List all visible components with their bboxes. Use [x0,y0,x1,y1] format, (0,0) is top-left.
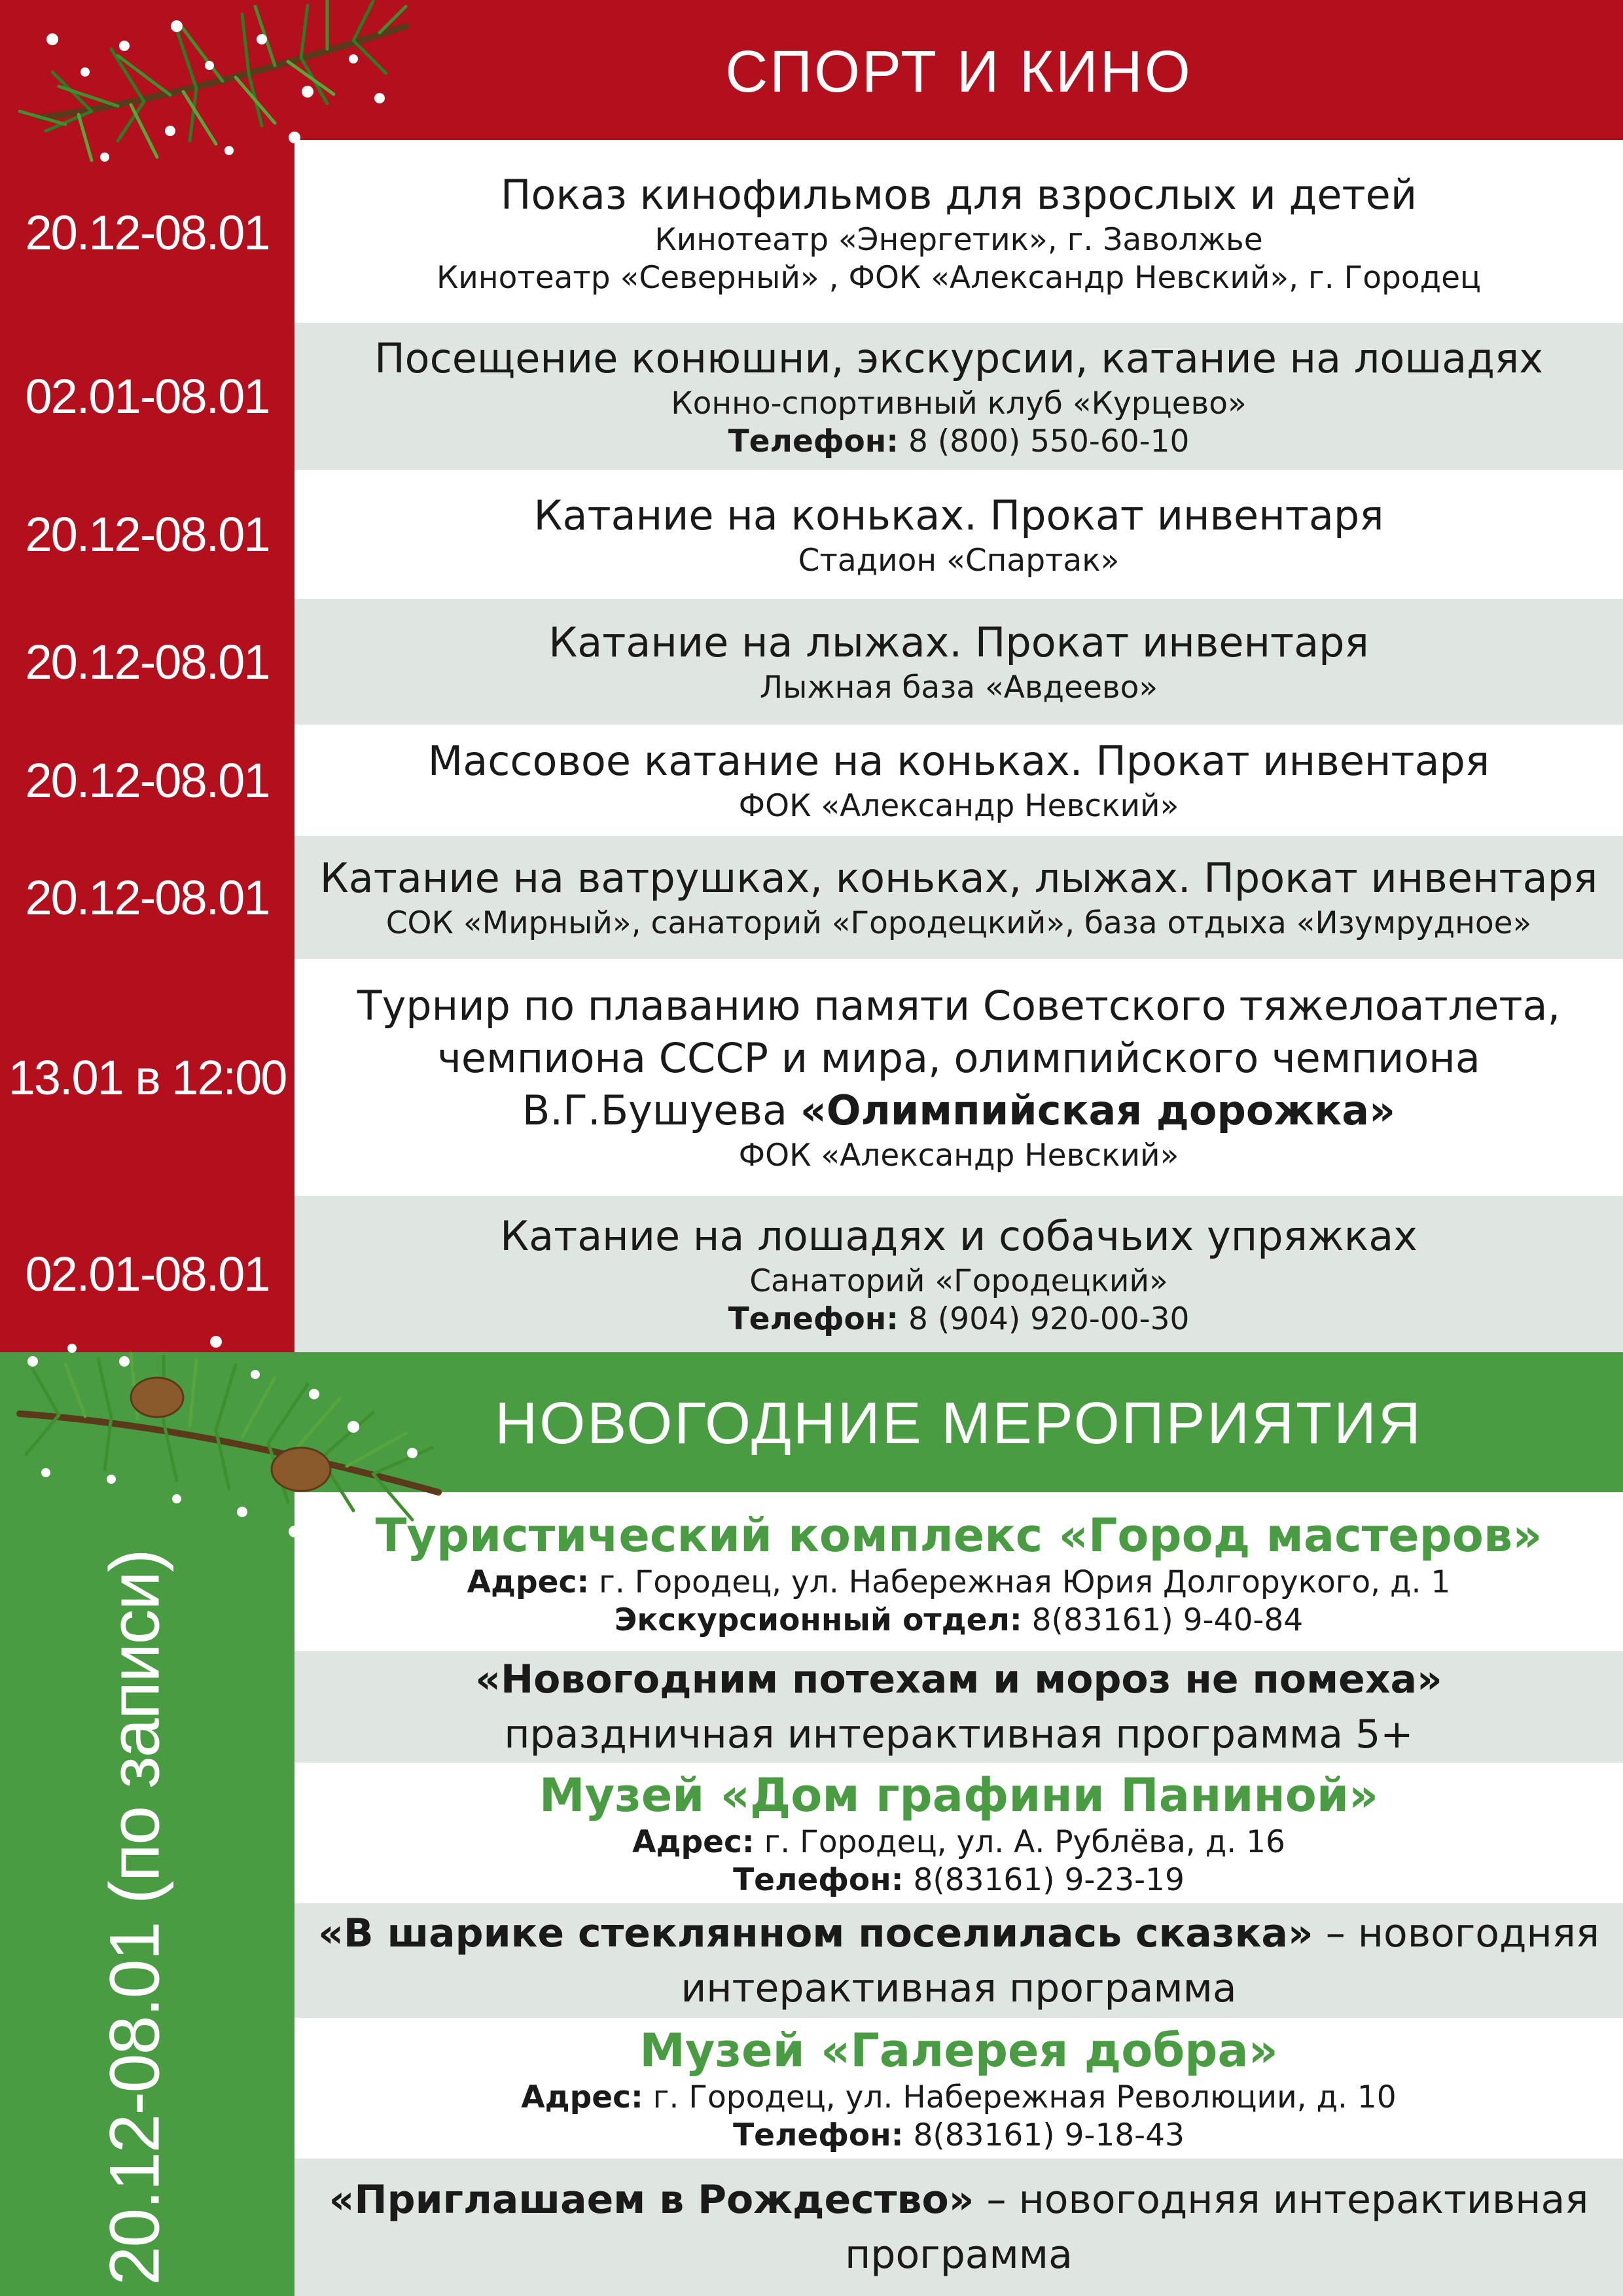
event-venue: Кинотеатр «Энергетик», г. Заволжье [654,221,1263,258]
event-title: Посещение конюшни, экскурсии, катание на лошадях [374,334,1543,382]
program-description: программа [845,2232,1073,2278]
phone-label: Телефон: [728,1300,899,1337]
program-description: – новогодняя интерактивная [974,2177,1589,2223]
event-row [294,143,1623,323]
venue-block [294,1496,1623,1651]
phone-value: 8 (904) 920-00-30 [908,1300,1190,1337]
event-date: 20.12-08.01 [25,870,270,925]
event-venue: Кинотеатр «Северный» , ФОК «Александр Невский», г. Городец [436,259,1482,296]
sport-section-title: СПОРТ И КИНО [725,39,1192,105]
event-row [294,725,1623,836]
event-date: 02.01-08.01 [25,1247,270,1301]
venue-address: г. Городец, ул. А. Рублёва, д. 16 [764,1823,1285,1860]
program-block [294,1651,1623,1763]
event-venue: Лыжная база «Авдеево» [759,670,1158,706]
event-title: Катание на ватрушках, коньках, лыжах. Прокат инвентаря [319,854,1598,902]
event-title: Катание на лошадях и собачьих упряжках [500,1211,1418,1260]
event-venue: Стадион «Спартак» [798,542,1120,579]
event-date: 20.12-08.01 [25,634,270,689]
event-row [294,1196,1623,1352]
event-venue: Санаторий «Городецкий» [749,1263,1168,1299]
event-venue: СОК «Мирный», санаторий «Городецкий», база отдыха «Изумрудное» [385,905,1532,941]
venue-phone: 8(83161) 9-23-19 [913,1861,1185,1898]
event-title: Турнир по плаванию памяти Советского тяжелоатлета, [357,982,1561,1030]
newyear-vertical-date [72,1550,196,2286]
event-row [294,599,1623,725]
event-title: Катание на коньках. Прокат инвентаря [533,491,1384,539]
event-row [294,959,1623,1196]
newyear-section-title: НОВОГОДНИЕ МЕРОПРИЯТИЯ [495,1391,1423,1456]
address-label: Адрес: [467,1564,590,1600]
event-venue: ФОК «Александр Невский» [738,788,1179,824]
venue-address: г. Городец, ул. Набережная Юрия Долгорукого, д. 1 [599,1564,1451,1600]
program-description: праздничная интерактивная программа 5+ [504,1712,1414,1757]
event-title [522,1085,1395,1137]
event-date: 02.01-08.01 [25,369,270,423]
event-venue: Конно-спортивный клуб «Курцево» [671,385,1247,422]
phone-label: Телефон: [728,423,899,459]
venue-phone: 8(83161) 9-40-84 [1031,1602,1304,1638]
venue-name: Музей «Дом графини Паниной» [539,1768,1379,1822]
event-phone [728,423,1190,461]
program-description: интерактивная программа [681,1965,1237,2011]
event-title: чемпиона СССР и мира, олимпийского чемпиона [437,1034,1480,1082]
vertical-date-text: 20.12-08.01 (по записи) [94,1550,174,2286]
event-row [294,836,1623,959]
program-description: – новогодняя [1313,1910,1599,1956]
address-label: Адрес: [632,1823,755,1860]
event-phone [728,1300,1190,1338]
event-title-bold: «Олимпийская дорожка» [800,1086,1396,1134]
event-title: Массовое катание на коньках. Прокат инвентаря [427,737,1490,785]
event-venue: ФОК «Александр Невский» [738,1138,1179,1174]
program-block [294,1903,1623,2018]
event-row [294,470,1623,599]
contact-label: Телефон: [733,1861,904,1898]
venue-address: г. Городец, ул. Набережная Революции, д. 10 [652,2079,1397,2115]
event-row [294,323,1623,470]
venue-block [294,1763,1623,1903]
program-title: «В шарике стеклянном поселилась сказка» [318,1910,1313,1956]
venue-phone: 8(83161) 9-18-43 [913,2117,1185,2153]
program-title: «Приглашаем в Рождество» [329,2177,974,2223]
event-date: 13.01 в 12:00 [8,1050,287,1105]
event-date: 20.12-08.01 [25,753,270,808]
venue-name: Туристический комплекс «Город мастеров» [375,1509,1543,1562]
contact-label: Телефон: [733,2117,904,2153]
address-label: Адрес: [521,2079,643,2115]
event-title: Показ кинофильмов для взрослых и детей [500,170,1418,219]
event-date: 20.12-08.01 [25,507,270,562]
program-block [294,2159,1623,2296]
venue-name: Музей «Галерея добра» [639,2023,1278,2077]
program-title: «Новогодним потехам и мороз не помеха» [475,1657,1442,1702]
event-title-prefix: В.Г.Бушуева [522,1086,787,1134]
phone-value: 8 (800) 550-60-10 [908,423,1190,459]
event-title: Катание на лыжах. Прокат инвентаря [548,619,1369,666]
contact-label: Экскурсионный отдел: [614,1602,1022,1638]
venue-block [294,2018,1623,2159]
event-date: 20.12-08.01 [25,206,270,260]
